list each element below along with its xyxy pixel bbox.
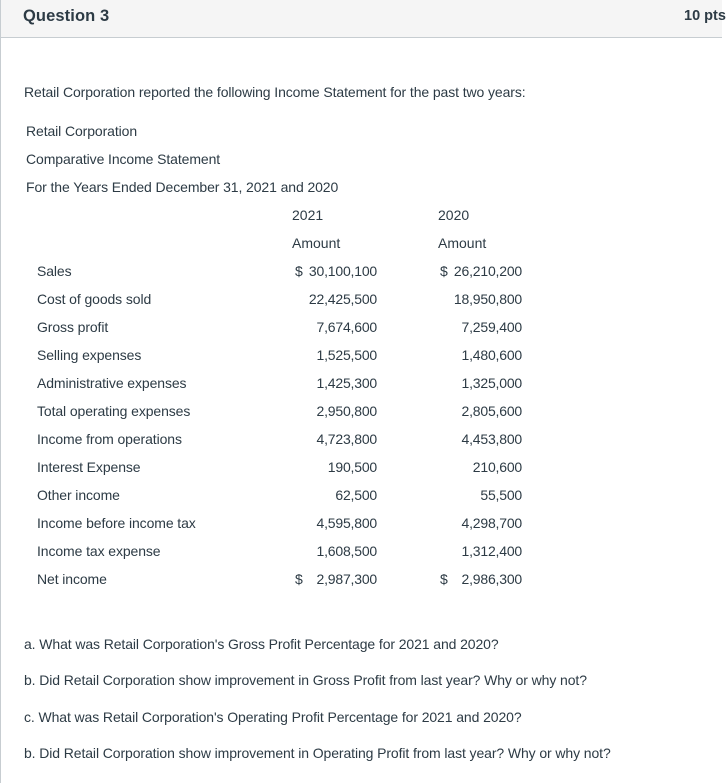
value-2021: 62,500 (335, 487, 377, 503)
column-sub-2020: Amount (438, 235, 487, 251)
question-title: Question 3 (23, 7, 110, 25)
statement-name: Comparative Income Statement (26, 151, 221, 167)
value-2020: 210,600 (472, 459, 522, 475)
row-label: Sales (37, 263, 72, 279)
value-2020: 7,259,400 (461, 319, 522, 335)
value-2020: 1,325,000 (461, 375, 522, 391)
value-2020: 55,500 (480, 487, 522, 503)
currency-symbol-2021: $ (295, 571, 303, 587)
row-label: Income tax expense (37, 543, 161, 559)
value-2021: 7,674,600 (316, 319, 377, 335)
column-year-2020: 2020 (438, 207, 470, 223)
row-label: Net income (37, 571, 107, 587)
value-2021: 1,525,500 (316, 347, 377, 363)
value-2020: 4,298,700 (461, 515, 522, 531)
statement-period: For the Years Ended December 31, 2021 and 2020 (26, 179, 339, 195)
value-2020: 1,312,400 (461, 543, 522, 559)
row-label: Gross profit (37, 319, 109, 335)
currency-symbol-2021: $ (295, 263, 303, 279)
value-2021: 190,500 (327, 459, 377, 475)
row-label: Interest Expense (37, 459, 141, 475)
value-2020: 26,210,200 (453, 263, 522, 279)
statement-company: Retail Corporation (26, 123, 138, 139)
value-2020: 2,805,600 (461, 403, 522, 419)
question-header (1, 0, 726, 38)
question-intro: Retail Corporation reported the following Income Statement for the past two years: (24, 84, 526, 100)
column-sub-2021: Amount (292, 235, 341, 251)
row-label: Other income (37, 487, 120, 503)
question-part-b-2: b. Did Retail Corporation show improvement in Operating Profit from last year? Why or why not? (24, 745, 611, 761)
value-2021: 1,425,300 (316, 375, 377, 391)
question-part-a: a. What was Retail Corporation's Gross Profit Percentage for 2021 and 2020? (24, 636, 499, 652)
question-part-c: c. What was Retail Corporation's Operating Profit Percentage for 2021 and 2020? (24, 709, 522, 725)
currency-symbol-2020: $ (440, 263, 448, 279)
value-2021: 30,100,100 (308, 263, 377, 279)
question-points: 10 pts (684, 8, 726, 24)
row-label: Selling expenses (37, 347, 142, 363)
value-2020: 1,480,600 (461, 347, 522, 363)
value-2021: 22,425,500 (308, 291, 377, 307)
value-2020: 4,453,800 (461, 431, 522, 447)
value-2021: 4,723,800 (316, 431, 377, 447)
value-2020: 18,950,800 (453, 291, 522, 307)
row-label: Cost of goods sold (37, 291, 152, 307)
row-label: Income before income tax (37, 515, 196, 531)
currency-symbol-2020: $ (440, 571, 448, 587)
column-year-2021: 2021 (292, 207, 324, 223)
row-label: Total operating expenses (37, 403, 191, 419)
value-2021: 2,987,300 (316, 571, 377, 587)
row-label: Administrative expenses (37, 375, 187, 391)
value-2021: 4,595,800 (316, 515, 377, 531)
value-2021: 1,608,500 (316, 543, 377, 559)
value-2021: 2,950,800 (316, 403, 377, 419)
value-2020: 2,986,300 (461, 571, 522, 587)
question-part-b: b. Did Retail Corporation show improvement in Gross Profit from last year? Why or why not? (24, 672, 587, 688)
row-label: Income from operations (37, 431, 182, 447)
